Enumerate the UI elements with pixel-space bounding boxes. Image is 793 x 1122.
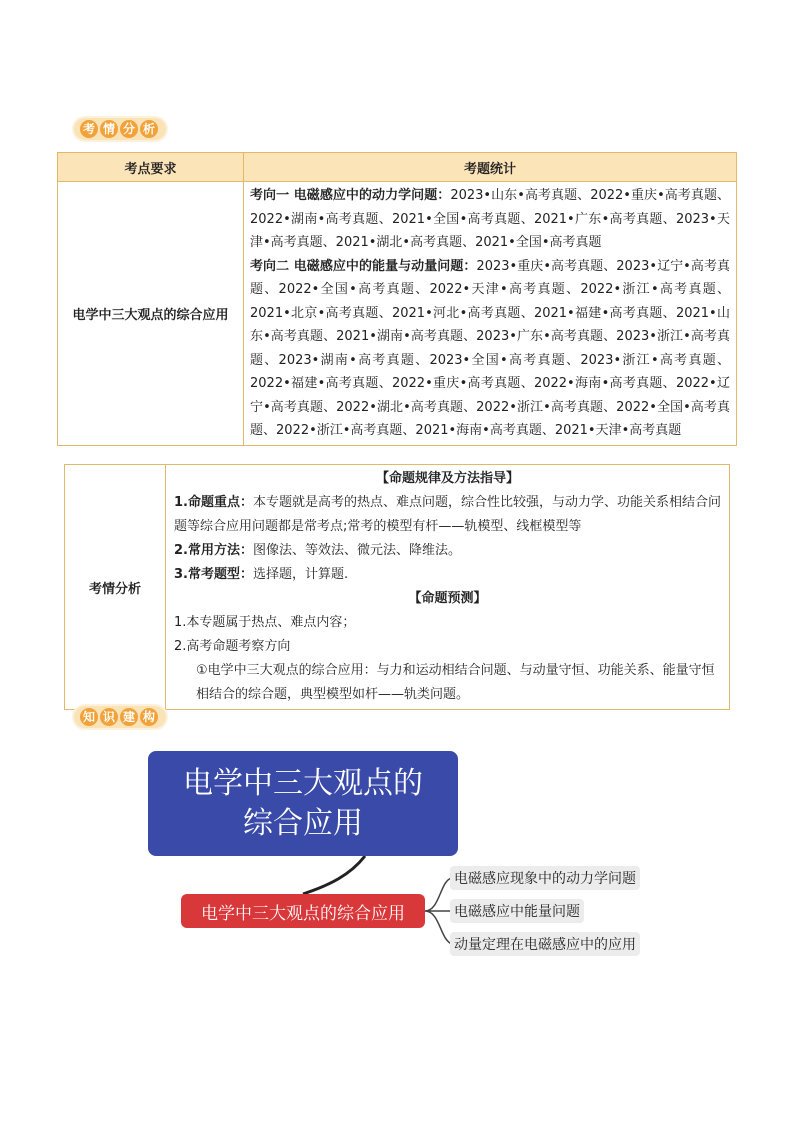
mindmap-center-node: 电学中三大观点的综合应用: [181, 894, 425, 928]
direction-two-text: 2023•重庆•高考真题、2023•辽宁•高考真题、2022•全国•高考真题、2022•天津•高考真题、2022•浙江•高考真题、2021•北京•高考真题、2021•河北•高考真题、2021•福建•高考真题、2021•山东•高考真题、2021•湖南•高考真题、2023•广东•高考真题、2023•浙江•高考真题、2023•湖南•高考真题、2023•全国•高考真题、2023•浙江•高考真题、2022•福建•高考真题、2022•重庆•高考真题、2022•海南•高考真题、2022•辽宁•高考真题、2022•湖北•高考真题、2022•浙江•高考真题、2022•全国•高考真题、2022•浙江•高考真题、2021•海南•高考真题、2021•天津•高考真题: [250, 258, 731, 438]
badge-char: 情: [100, 120, 118, 138]
badge-char: 析: [140, 120, 158, 138]
badge-char: 分: [120, 120, 138, 138]
mindmap-leaf: 动量定理在电磁感应中的应用: [450, 932, 640, 956]
badge-char: 考: [80, 120, 98, 138]
direction-one-label: 考向一 电磁感应中的动力学问题：: [250, 188, 451, 203]
connector-leaves: [425, 878, 452, 944]
item-types-text: 选择题，计算题.: [252, 567, 349, 582]
item-methods-label: 2.常用方法：: [174, 543, 253, 558]
prediction-2: 2.高考命题考察方向: [174, 639, 291, 654]
mindmap-leaf: 电磁感应中能量问题: [450, 899, 584, 923]
item-focus-text: 本专题就是高考的热点、难点问题，综合性比较强，与动力学、功能关系相结合问题等综合应用问题都是常考点;常考的模型有杆——轨模型、线框模型等: [174, 495, 721, 534]
item-focus-label: 1.命题重点：: [174, 495, 253, 510]
requirement-cell: 电学中三大观点的综合应用: [58, 182, 244, 446]
direction-one-text: 2023•山东•高考真题、2022•重庆•高考真题、2022•湖南•高考真题、2021•全国•高考真题、2021•广东•高考真题、2023•天津•高考真题、2021•湖北•高考真题、2021•全国•高考真题: [250, 188, 731, 250]
item-methods-text: 图像法、等效法、微元法、降维法。: [252, 543, 461, 558]
header-requirement: 考点要求: [58, 153, 244, 182]
heading-rules: 【命题规律及方法指导】: [375, 471, 519, 486]
mindmap-title-line1: 电学中三大观点的: [183, 765, 423, 801]
mindmap-title-line2: 综合应用: [243, 805, 363, 841]
connector-title-center: [303, 856, 365, 894]
badge-char: 构: [140, 708, 158, 726]
badge-char: 识: [100, 708, 118, 726]
prediction-3: ①电学中三大观点的综合应用：与力和运动相结合问题、与动量守恒、功能关系、能量守恒相结合的综合题，典型模型如杆——轨类问题。: [196, 663, 715, 702]
direction-two-label: 考向二 电磁感应中的能量与动量问题：: [250, 258, 477, 274]
analysis-label-cell: 考情分析: [65, 465, 166, 710]
header-statistics: 考题统计: [244, 153, 737, 182]
mindmap-title: [148, 751, 458, 856]
prediction-1: 1.本专题属于热点、难点内容；: [174, 615, 356, 630]
item-types-label: 3.常考题型：: [174, 567, 253, 582]
heading-prediction: 【命题预测】: [408, 591, 487, 606]
badge-char: 知: [80, 708, 98, 726]
mindmap-leaf: 电磁感应现象中的动力学问题: [450, 866, 640, 890]
badge-char: 建: [120, 708, 138, 726]
